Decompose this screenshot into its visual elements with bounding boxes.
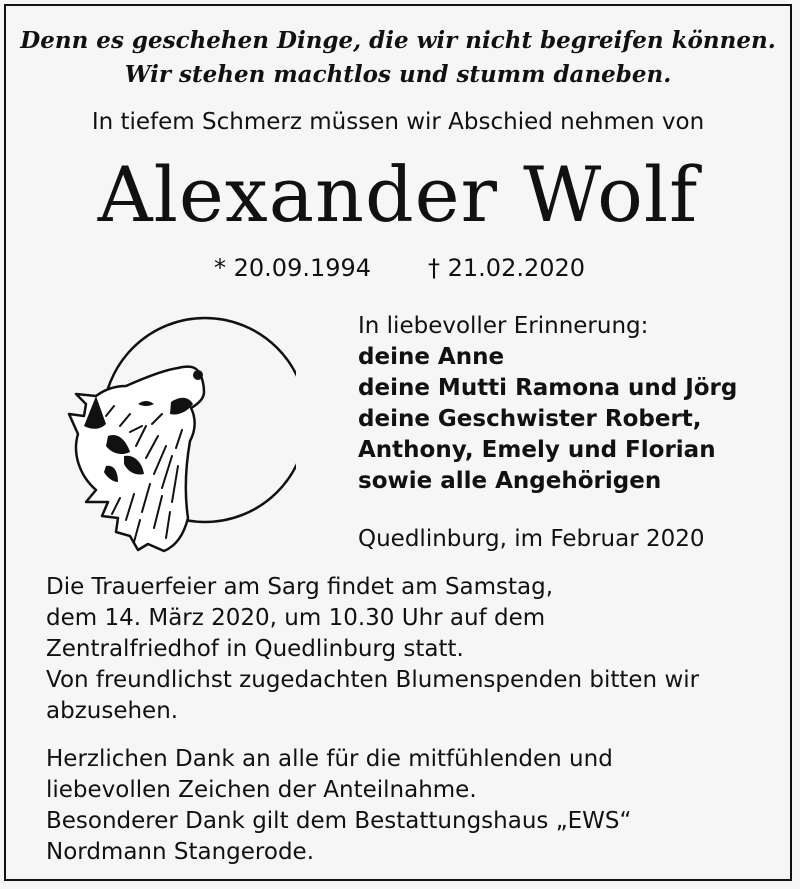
funeral-line: Von freundlichst zugedachten Blumenspenden bitten wir [46,667,700,693]
funeral-line: dem 14. März 2020, um 10.30 Uhr auf dem [46,605,546,631]
funeral-line: abzusehen. [46,698,179,724]
quote-line-1: Denn es geschehen Dinge, die wir nicht begreifen können. [20,27,776,54]
deceased-name: Alexander Wolf [97,150,699,239]
thanks-line: Nordmann Stangerode. [46,839,315,865]
funeral-line: Zentralfriedhof in Quedlinburg statt. [46,636,464,662]
mourner-line: deine Anne [358,344,505,370]
funeral-line: Die Trauerfeier am Sarg findet am Samstag, [46,574,554,600]
intro-text: In tiefem Schmerz müssen wir Abschied nehmen von [91,109,705,135]
quote-line-2: Wir stehen machtlos und stumm daneben. [124,61,672,88]
thanks-line: Besonderer Dank gilt dem Bestattungshaus „EWS“ [46,808,632,834]
place-date: Quedlinburg, im Februar 2020 [358,526,705,552]
howling-wolf-icon [46,306,296,556]
obituary-notice [4,4,792,881]
death-date: † 21.02.2020 [428,254,586,282]
mourner-line: deine Mutti Ramona und Jörg [358,375,738,401]
mourner-line: sowie alle Angehörigen [358,468,662,494]
mourner-line: deine Geschwister Robert, [358,406,702,432]
birth-date: * 20.09.1994 [214,254,372,282]
mourner-line: Anthony, Emely und Florian [358,437,716,463]
thanks-line: liebevollen Zeichen der Anteilnahme. [46,777,477,803]
thanks-line: Herzlichen Dank an alle für die mitfühlenden und [46,746,613,772]
mourners-heading: In liebevoller Erinnerung: [358,313,649,339]
